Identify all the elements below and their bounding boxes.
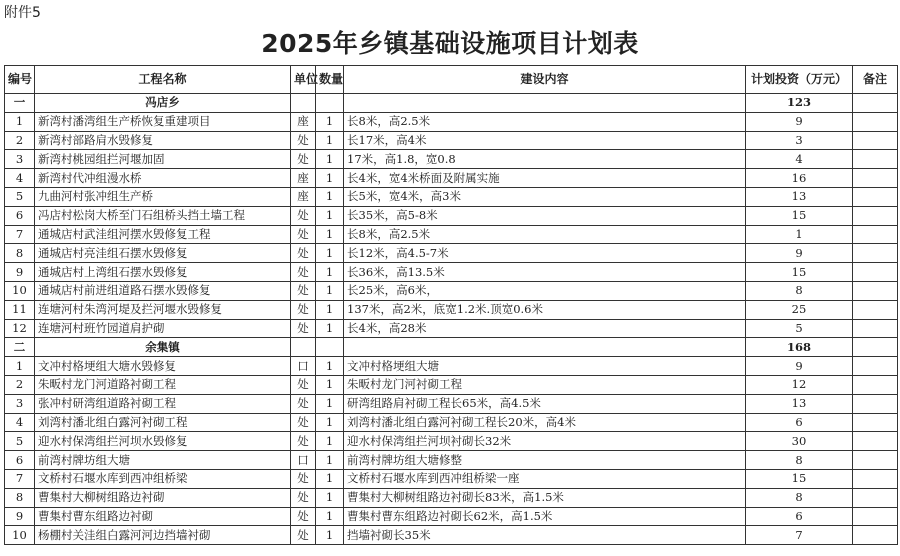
cell-remark (853, 300, 898, 319)
cell-remark (853, 319, 898, 338)
cell-qty: 1 (316, 187, 344, 206)
cell-remark (853, 488, 898, 507)
cell-unit: 处 (291, 375, 316, 394)
cell-investment: 8 (746, 281, 853, 300)
cell-investment: 6 (746, 413, 853, 432)
cell-name: 曹集村曹东组路边衬砌 (35, 507, 291, 526)
section-row (5, 338, 898, 357)
cell-investment: 9 (746, 244, 853, 263)
cell-content: 文冲村格埂组大塘 (344, 357, 746, 376)
cell-unit: 座 (291, 169, 316, 188)
cell-qty (316, 94, 344, 113)
cell-content: 长12米，高4.5-7米 (344, 244, 746, 263)
table-row (5, 169, 898, 188)
cell-no: 8 (5, 244, 35, 263)
cell-remark (853, 94, 898, 113)
cell-remark (853, 507, 898, 526)
cell-unit (291, 94, 316, 113)
cell-qty: 1 (316, 394, 344, 413)
cell-investment: 13 (746, 394, 853, 413)
cell-name: 新湾村桃园组拦河堰加固 (35, 150, 291, 169)
cell-unit: 处 (291, 281, 316, 300)
cell-investment: 5 (746, 319, 853, 338)
cell-no: 5 (5, 432, 35, 451)
cell-name: 新湾村代冲组漫水桥 (35, 169, 291, 188)
cell-unit: 座 (291, 112, 316, 131)
cell-content: 朱畈村龙门河衬砌工程 (344, 375, 746, 394)
cell-name: 文冲村格埂组大塘水毁修复 (35, 357, 291, 376)
cell-investment: 15 (746, 206, 853, 225)
cell-remark (853, 150, 898, 169)
cell-content: 刘湾村潘北组白露河衬砌工程长20米，高4米 (344, 413, 746, 432)
cell-investment: 4 (746, 150, 853, 169)
cell-investment: 30 (746, 432, 853, 451)
cell-name: 通城店村武洼组河摆水毁修复工程 (35, 225, 291, 244)
cell-no: 7 (5, 225, 35, 244)
cell-no: 6 (5, 451, 35, 470)
cell-unit: 口 (291, 357, 316, 376)
cell-qty: 1 (316, 319, 344, 338)
cell-no: 12 (5, 319, 35, 338)
header-no: 编号 (5, 66, 35, 94)
cell-remark (853, 244, 898, 263)
cell-investment: 13 (746, 187, 853, 206)
cell-investment: 12 (746, 375, 853, 394)
cell-qty: 1 (316, 469, 344, 488)
cell-content: 137米，高2米，底宽1.2米.顶宽0.6米 (344, 300, 746, 319)
header-content: 建设内容 (344, 66, 746, 94)
cell-qty: 1 (316, 375, 344, 394)
cell-content: 长36米，高13.5米 (344, 263, 746, 282)
cell-name: 朱畈村龙门河道路衬砌工程 (35, 375, 291, 394)
cell-investment: 9 (746, 112, 853, 131)
table-row (5, 244, 898, 263)
cell-unit: 处 (291, 244, 316, 263)
cell-name: 冯店村松岗大桥至门石组桥头挡土墙工程 (35, 206, 291, 225)
cell-no: 10 (5, 526, 35, 545)
table-row (5, 225, 898, 244)
cell-content: 长35米，高5-8米 (344, 206, 746, 225)
cell-unit (291, 338, 316, 357)
table-row (5, 413, 898, 432)
header-qty: 数量 (316, 66, 344, 94)
table-row (5, 281, 898, 300)
cell-unit: 口 (291, 451, 316, 470)
project-plan-table (4, 65, 898, 545)
cell-qty: 1 (316, 281, 344, 300)
cell-no: 9 (5, 507, 35, 526)
cell-name: 九曲河村张冲组生产桥 (35, 187, 291, 206)
table-row (5, 357, 898, 376)
table-row (5, 375, 898, 394)
cell-name: 文桥村石堰水库到西冲组桥梁 (35, 469, 291, 488)
cell-unit: 处 (291, 131, 316, 150)
cell-remark (853, 131, 898, 150)
cell-remark (853, 413, 898, 432)
cell-no: 4 (5, 413, 35, 432)
cell-name: 迎水村保湾组拦河坝水毁修复 (35, 432, 291, 451)
cell-content: 研湾组路肩衬砌工程长65米，高4.5米 (344, 394, 746, 413)
cell-name: 连塘河村朱湾河堤及拦河堰水毁修复 (35, 300, 291, 319)
cell-no: 3 (5, 150, 35, 169)
table-row (5, 150, 898, 169)
cell-no: 7 (5, 469, 35, 488)
cell-content: 前湾村牌坊组大塘修整 (344, 451, 746, 470)
cell-no: 2 (5, 131, 35, 150)
table-row (5, 488, 898, 507)
cell-unit: 处 (291, 413, 316, 432)
cell-name: 新湾村部路肩水毁修复 (35, 131, 291, 150)
cell-qty: 1 (316, 150, 344, 169)
table-row (5, 432, 898, 451)
cell-qty: 1 (316, 413, 344, 432)
cell-remark (853, 206, 898, 225)
cell-unit: 处 (291, 394, 316, 413)
table-row (5, 300, 898, 319)
cell-content: 长8米，高2.5米 (344, 112, 746, 131)
cell-unit: 座 (291, 187, 316, 206)
cell-no: 5 (5, 187, 35, 206)
cell-investment: 8 (746, 488, 853, 507)
cell-qty: 1 (316, 206, 344, 225)
cell-unit: 处 (291, 300, 316, 319)
table-row (5, 206, 898, 225)
cell-qty: 1 (316, 507, 344, 526)
cell-content: 挡墙衬砌长35米 (344, 526, 746, 545)
cell-no: 9 (5, 263, 35, 282)
table-body (5, 94, 898, 545)
table-row (5, 526, 898, 545)
cell-no: 10 (5, 281, 35, 300)
cell-remark (853, 281, 898, 300)
attachment-label: 附件5 (4, 5, 41, 21)
cell-content: 17米，高1.8，宽0.8 (344, 150, 746, 169)
cell-remark (853, 357, 898, 376)
cell-qty: 1 (316, 263, 344, 282)
cell-remark (853, 225, 898, 244)
cell-remark (853, 432, 898, 451)
cell-no: 1 (5, 357, 35, 376)
cell-unit: 处 (291, 206, 316, 225)
cell-remark (853, 263, 898, 282)
cell-content (344, 338, 746, 357)
cell-name: 曹集村大柳树组路边衬砌 (35, 488, 291, 507)
cell-no: 3 (5, 394, 35, 413)
cell-unit: 处 (291, 507, 316, 526)
cell-remark (853, 375, 898, 394)
page-title: 2025年乡镇基础设施项目计划表 (261, 29, 639, 58)
cell-investment: 3 (746, 131, 853, 150)
cell-unit: 处 (291, 469, 316, 488)
cell-qty: 1 (316, 432, 344, 451)
table-row (5, 319, 898, 338)
cell-name: 杨棚村关洼组白露河河边挡墙衬砌 (35, 526, 291, 545)
cell-investment: 6 (746, 507, 853, 526)
cell-unit: 处 (291, 432, 316, 451)
cell-unit: 处 (291, 488, 316, 507)
cell-unit: 处 (291, 263, 316, 282)
cell-qty: 1 (316, 526, 344, 545)
header-name: 工程名称 (35, 66, 291, 94)
cell-unit: 处 (291, 150, 316, 169)
cell-unit: 处 (291, 526, 316, 545)
section-row (5, 94, 898, 113)
cell-remark (853, 187, 898, 206)
cell-investment: 25 (746, 300, 853, 319)
cell-investment: 16 (746, 169, 853, 188)
cell-remark (853, 469, 898, 488)
cell-no: 11 (5, 300, 35, 319)
cell-name: 连塘河村班竹园道肩护砌 (35, 319, 291, 338)
cell-qty: 1 (316, 244, 344, 263)
cell-investment: 15 (746, 469, 853, 488)
cell-qty: 1 (316, 112, 344, 131)
cell-content: 文桥村石堰水库到西冲组桥梁一座 (344, 469, 746, 488)
table-row (5, 187, 898, 206)
table-row (5, 112, 898, 131)
cell-investment: 15 (746, 263, 853, 282)
cell-investment: 123 (746, 94, 853, 113)
cell-qty: 1 (316, 357, 344, 376)
cell-name: 通城店村上湾组石摆水毁修复 (35, 263, 291, 282)
cell-content: 长8米，高2.5米 (344, 225, 746, 244)
cell-no: 二 (5, 338, 35, 357)
cell-content: 长4米，高28米 (344, 319, 746, 338)
cell-remark (853, 526, 898, 545)
table-row (5, 131, 898, 150)
cell-content: 长4米，宽4米桥面及附属实施 (344, 169, 746, 188)
cell-content: 长17米，高4米 (344, 131, 746, 150)
cell-investment: 1 (746, 225, 853, 244)
cell-qty: 1 (316, 300, 344, 319)
cell-content (344, 94, 746, 113)
cell-name: 刘湾村潘北组白露河衬砌工程 (35, 413, 291, 432)
cell-qty: 1 (316, 225, 344, 244)
cell-content: 长25米，高6米， (344, 281, 746, 300)
cell-investment: 168 (746, 338, 853, 357)
table-row (5, 507, 898, 526)
header-unit: 单位 (291, 66, 316, 94)
cell-name: 通城店村亮洼组石摆水毁修复 (35, 244, 291, 263)
cell-investment: 7 (746, 526, 853, 545)
cell-content: 长5米，宽4米，高3米 (344, 187, 746, 206)
cell-name: 张冲村研湾组道路衬砌工程 (35, 394, 291, 413)
cell-remark (853, 394, 898, 413)
cell-name: 前湾村牌坊组大塘 (35, 451, 291, 470)
cell-remark (853, 169, 898, 188)
table-header-row (5, 66, 898, 94)
cell-name: 新湾村潘湾组生产桥恢复重建项目 (35, 112, 291, 131)
cell-no: 2 (5, 375, 35, 394)
cell-no: 6 (5, 206, 35, 225)
cell-qty: 1 (316, 169, 344, 188)
table-row (5, 263, 898, 282)
cell-no: 4 (5, 169, 35, 188)
cell-investment: 8 (746, 451, 853, 470)
header-remark: 备注 (853, 66, 898, 94)
cell-name: 通城店村前进组道路石摆水毁修复 (35, 281, 291, 300)
cell-content: 迎水村保湾组拦河坝衬砌长32米 (344, 432, 746, 451)
table-row (5, 469, 898, 488)
cell-unit: 处 (291, 225, 316, 244)
cell-name: 余集镇 (35, 338, 291, 357)
cell-no: 1 (5, 112, 35, 131)
cell-unit: 处 (291, 319, 316, 338)
cell-qty: 1 (316, 131, 344, 150)
cell-investment: 9 (746, 357, 853, 376)
table-row (5, 394, 898, 413)
table-row (5, 451, 898, 470)
cell-qty (316, 338, 344, 357)
cell-no: 一 (5, 94, 35, 113)
cell-remark (853, 451, 898, 470)
cell-qty: 1 (316, 451, 344, 470)
cell-no: 8 (5, 488, 35, 507)
cell-content: 曹集村大柳树组路边衬砌长83米，高1.5米 (344, 488, 746, 507)
cell-content: 曹集村曹东组路边衬砌长62米，高1.5米 (344, 507, 746, 526)
cell-remark (853, 112, 898, 131)
cell-qty: 1 (316, 488, 344, 507)
cell-remark (853, 338, 898, 357)
header-investment: 计划投资（万元） (746, 66, 853, 94)
cell-name: 冯店乡 (35, 94, 291, 113)
